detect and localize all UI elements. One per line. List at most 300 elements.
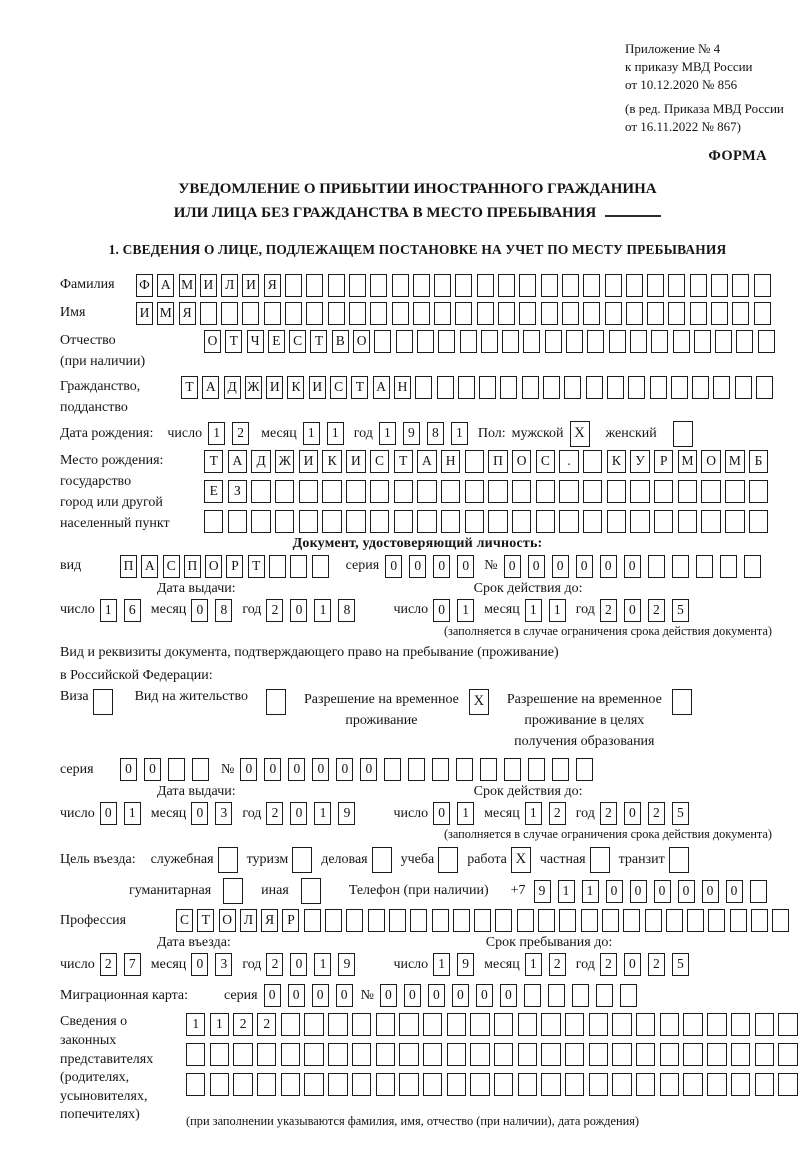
char-cell[interactable] — [410, 909, 427, 932]
char-cell[interactable] — [589, 1043, 608, 1066]
char-cell[interactable] — [480, 758, 497, 781]
char-cell[interactable]: 0 — [500, 984, 517, 1007]
char-cell[interactable]: 1 — [457, 599, 474, 622]
char-cell[interactable]: . — [559, 450, 578, 473]
char-cell[interactable]: 0 — [606, 880, 623, 903]
char-cell[interactable] — [545, 330, 562, 353]
char-cell[interactable] — [754, 302, 771, 325]
char-cell[interactable] — [328, 274, 345, 297]
char-cell[interactable] — [281, 1073, 300, 1096]
char-cell[interactable] — [626, 302, 643, 325]
char-cell[interactable] — [441, 510, 460, 533]
char-cell[interactable] — [650, 376, 667, 399]
char-cell[interactable]: 1 — [451, 422, 468, 445]
char-cell[interactable] — [488, 480, 507, 503]
char-cell[interactable]: О — [701, 450, 720, 473]
char-cell[interactable]: Т — [310, 330, 327, 353]
char-cell[interactable]: 0 — [433, 599, 450, 622]
char-cell[interactable] — [264, 302, 281, 325]
char-cell[interactable]: 1 — [186, 1013, 205, 1036]
char-cell[interactable] — [204, 510, 223, 533]
char-cell[interactable] — [376, 1013, 395, 1036]
char-cell[interactable] — [257, 1043, 276, 1066]
char-cell[interactable] — [372, 847, 392, 873]
char-cell[interactable]: 2 — [600, 953, 617, 976]
char-cell[interactable]: 0 — [452, 984, 469, 1007]
char-cell[interactable] — [731, 1043, 750, 1066]
char-cell[interactable]: 1 — [549, 599, 566, 622]
char-cell[interactable] — [434, 274, 451, 297]
char-cell[interactable]: 8 — [215, 599, 232, 622]
char-cell[interactable] — [210, 1043, 229, 1066]
char-cell[interactable] — [583, 480, 602, 503]
char-cell[interactable] — [668, 302, 685, 325]
char-cell[interactable]: 1 — [314, 599, 331, 622]
char-cell[interactable]: И — [266, 376, 283, 399]
char-cell[interactable]: 2 — [648, 802, 665, 825]
char-cell[interactable]: 0 — [336, 758, 353, 781]
char-cell[interactable] — [306, 274, 323, 297]
char-cell[interactable] — [736, 330, 753, 353]
char-cell[interactable]: 1 — [558, 880, 575, 903]
char-cell[interactable] — [725, 510, 744, 533]
char-cell[interactable]: 9 — [403, 422, 420, 445]
char-cell[interactable] — [233, 1073, 252, 1096]
char-cell[interactable] — [690, 302, 707, 325]
char-cell[interactable] — [565, 1043, 584, 1066]
char-cell[interactable] — [596, 984, 613, 1007]
char-cell[interactable]: И — [136, 302, 153, 325]
char-cell[interactable] — [715, 330, 732, 353]
char-cell[interactable] — [423, 1013, 442, 1036]
char-cell[interactable]: 2 — [257, 1013, 276, 1036]
char-cell[interactable]: 0 — [702, 880, 719, 903]
char-cell[interactable]: 1 — [525, 802, 542, 825]
char-cell[interactable]: П — [120, 555, 137, 578]
char-cell[interactable]: 0 — [264, 758, 281, 781]
char-cell[interactable] — [778, 1043, 797, 1066]
char-cell[interactable] — [683, 1043, 702, 1066]
char-cell[interactable] — [304, 1073, 323, 1096]
char-cell[interactable] — [312, 555, 329, 578]
char-cell[interactable]: 9 — [338, 953, 355, 976]
char-cell[interactable] — [285, 302, 302, 325]
char-cell[interactable] — [494, 1073, 513, 1096]
char-cell[interactable]: О — [205, 555, 222, 578]
char-cell[interactable] — [518, 1073, 537, 1096]
char-cell[interactable] — [755, 1073, 774, 1096]
char-cell[interactable]: 6 — [124, 599, 141, 622]
char-cell[interactable] — [671, 376, 688, 399]
char-cell[interactable] — [266, 689, 286, 715]
char-cell[interactable]: 0 — [433, 555, 450, 578]
char-cell[interactable] — [552, 758, 569, 781]
char-cell[interactable] — [541, 274, 558, 297]
char-cell[interactable] — [494, 1043, 513, 1066]
char-cell[interactable] — [389, 909, 406, 932]
char-cell[interactable] — [210, 1073, 229, 1096]
char-cell[interactable]: 0 — [457, 555, 474, 578]
char-cell[interactable] — [218, 847, 238, 873]
char-cell[interactable] — [519, 274, 536, 297]
char-cell[interactable] — [690, 274, 707, 297]
char-cell[interactable]: X — [570, 421, 590, 447]
char-cell[interactable] — [290, 555, 307, 578]
char-cell[interactable] — [186, 1073, 205, 1096]
char-cell[interactable] — [713, 376, 730, 399]
char-cell[interactable] — [495, 909, 512, 932]
char-cell[interactable] — [678, 510, 697, 533]
char-cell[interactable] — [477, 302, 494, 325]
char-cell[interactable] — [683, 1013, 702, 1036]
char-cell[interactable] — [636, 1073, 655, 1096]
char-cell[interactable]: 2 — [266, 953, 283, 976]
char-cell[interactable] — [434, 302, 451, 325]
char-cell[interactable] — [565, 1073, 584, 1096]
char-cell[interactable]: 1 — [433, 953, 450, 976]
char-cell[interactable] — [192, 758, 209, 781]
char-cell[interactable]: Ч — [247, 330, 264, 353]
char-cell[interactable]: Д — [251, 450, 270, 473]
char-cell[interactable]: 0 — [476, 984, 493, 1007]
char-cell[interactable]: О — [204, 330, 221, 353]
char-cell[interactable] — [583, 510, 602, 533]
char-cell[interactable]: 2 — [100, 953, 117, 976]
char-cell[interactable] — [93, 689, 113, 715]
char-cell[interactable] — [707, 1043, 726, 1066]
char-cell[interactable] — [725, 480, 744, 503]
char-cell[interactable] — [275, 510, 294, 533]
char-cell[interactable] — [370, 302, 387, 325]
char-cell[interactable] — [628, 376, 645, 399]
char-cell[interactable] — [562, 274, 579, 297]
char-cell[interactable] — [694, 330, 711, 353]
char-cell[interactable] — [536, 510, 555, 533]
char-cell[interactable] — [755, 1043, 774, 1066]
char-cell[interactable] — [479, 376, 496, 399]
char-cell[interactable]: С — [330, 376, 347, 399]
char-cell[interactable] — [322, 480, 341, 503]
char-cell[interactable]: А — [141, 555, 158, 578]
char-cell[interactable]: 3 — [215, 953, 232, 976]
char-cell[interactable]: 3 — [215, 802, 232, 825]
char-cell[interactable] — [609, 330, 626, 353]
char-cell[interactable] — [751, 909, 768, 932]
char-cell[interactable]: 1 — [303, 422, 320, 445]
char-cell[interactable] — [541, 1013, 560, 1036]
char-cell[interactable]: 2 — [600, 599, 617, 622]
char-cell[interactable] — [750, 880, 767, 903]
char-cell[interactable] — [566, 330, 583, 353]
char-cell[interactable]: 0 — [191, 599, 208, 622]
char-cell[interactable] — [346, 909, 363, 932]
char-cell[interactable]: 0 — [312, 758, 329, 781]
char-cell[interactable]: 0 — [678, 880, 695, 903]
char-cell[interactable] — [518, 1043, 537, 1066]
char-cell[interactable]: 0 — [624, 599, 641, 622]
char-cell[interactable] — [417, 330, 434, 353]
char-cell[interactable] — [221, 302, 238, 325]
char-cell[interactable] — [474, 909, 491, 932]
char-cell[interactable]: 0 — [288, 758, 305, 781]
char-cell[interactable] — [576, 758, 593, 781]
char-cell[interactable] — [447, 1073, 466, 1096]
char-cell[interactable]: Я — [261, 909, 278, 932]
char-cell[interactable] — [524, 984, 541, 1007]
char-cell[interactable] — [470, 1043, 489, 1066]
char-cell[interactable] — [352, 1073, 371, 1096]
char-cell[interactable]: 1 — [525, 599, 542, 622]
char-cell[interactable]: 0 — [240, 758, 257, 781]
char-cell[interactable]: 1 — [314, 802, 331, 825]
char-cell[interactable] — [672, 689, 692, 715]
char-cell[interactable] — [370, 510, 389, 533]
char-cell[interactable] — [701, 480, 720, 503]
char-cell[interactable] — [477, 274, 494, 297]
char-cell[interactable]: 2 — [549, 953, 566, 976]
char-cell[interactable] — [660, 1073, 679, 1096]
char-cell[interactable] — [438, 330, 455, 353]
char-cell[interactable]: 0 — [630, 880, 647, 903]
char-cell[interactable] — [605, 274, 622, 297]
char-cell[interactable] — [498, 274, 515, 297]
char-cell[interactable]: С — [176, 909, 193, 932]
char-cell[interactable] — [660, 1013, 679, 1036]
char-cell[interactable] — [328, 1073, 347, 1096]
char-cell[interactable]: К — [322, 450, 341, 473]
char-cell[interactable] — [645, 909, 662, 932]
char-cell[interactable] — [465, 450, 484, 473]
char-cell[interactable] — [512, 510, 531, 533]
char-cell[interactable] — [687, 909, 704, 932]
char-cell[interactable] — [668, 274, 685, 297]
char-cell[interactable] — [233, 1043, 252, 1066]
char-cell[interactable] — [701, 510, 720, 533]
char-cell[interactable]: 1 — [124, 802, 141, 825]
char-cell[interactable] — [692, 376, 709, 399]
char-cell[interactable] — [590, 847, 610, 873]
char-cell[interactable] — [470, 1073, 489, 1096]
char-cell[interactable] — [630, 480, 649, 503]
char-cell[interactable] — [349, 302, 366, 325]
char-cell[interactable]: Л — [240, 909, 257, 932]
char-cell[interactable] — [394, 510, 413, 533]
char-cell[interactable]: Л — [221, 274, 238, 297]
char-cell[interactable] — [778, 1013, 797, 1036]
char-cell[interactable] — [648, 555, 665, 578]
char-cell[interactable]: О — [219, 909, 236, 932]
char-cell[interactable]: 0 — [312, 984, 329, 1007]
char-cell[interactable] — [541, 1073, 560, 1096]
char-cell[interactable]: О — [512, 450, 531, 473]
char-cell[interactable] — [732, 274, 749, 297]
char-cell[interactable] — [626, 274, 643, 297]
char-cell[interactable] — [458, 376, 475, 399]
char-cell[interactable]: Н — [394, 376, 411, 399]
char-cell[interactable] — [756, 376, 773, 399]
char-cell[interactable]: Т — [181, 376, 198, 399]
char-cell[interactable]: Т — [351, 376, 368, 399]
char-cell[interactable]: 9 — [534, 880, 551, 903]
char-cell[interactable]: 0 — [624, 555, 641, 578]
char-cell[interactable]: М — [725, 450, 744, 473]
char-cell[interactable] — [304, 1013, 323, 1036]
char-cell[interactable] — [299, 480, 318, 503]
char-cell[interactable] — [673, 330, 690, 353]
char-cell[interactable]: Я — [264, 274, 281, 297]
char-cell[interactable] — [564, 376, 581, 399]
char-cell[interactable] — [285, 274, 302, 297]
char-cell[interactable] — [200, 302, 217, 325]
char-cell[interactable] — [399, 1013, 418, 1036]
char-cell[interactable] — [223, 878, 243, 904]
char-cell[interactable]: 0 — [624, 802, 641, 825]
char-cell[interactable] — [749, 510, 768, 533]
char-cell[interactable] — [376, 1073, 395, 1096]
char-cell[interactable] — [447, 1043, 466, 1066]
char-cell[interactable]: 0 — [409, 555, 426, 578]
char-cell[interactable]: П — [488, 450, 507, 473]
char-cell[interactable]: 0 — [380, 984, 397, 1007]
char-cell[interactable] — [512, 480, 531, 503]
char-cell[interactable] — [528, 758, 545, 781]
char-cell[interactable]: 5 — [672, 599, 689, 622]
char-cell[interactable] — [586, 376, 603, 399]
char-cell[interactable]: И — [299, 450, 318, 473]
char-cell[interactable] — [413, 274, 430, 297]
char-cell[interactable] — [455, 274, 472, 297]
char-cell[interactable] — [605, 302, 622, 325]
char-cell[interactable] — [322, 510, 341, 533]
char-cell[interactable]: 0 — [264, 984, 281, 1007]
char-cell[interactable] — [559, 510, 578, 533]
char-cell[interactable]: 2 — [266, 802, 283, 825]
char-cell[interactable]: 0 — [576, 555, 593, 578]
char-cell[interactable] — [423, 1073, 442, 1096]
char-cell[interactable] — [541, 302, 558, 325]
char-cell[interactable]: М — [157, 302, 174, 325]
char-cell[interactable]: 1 — [208, 422, 225, 445]
char-cell[interactable]: 9 — [338, 802, 355, 825]
char-cell[interactable] — [523, 330, 540, 353]
char-cell[interactable] — [368, 909, 385, 932]
char-cell[interactable] — [559, 480, 578, 503]
char-cell[interactable]: 2 — [266, 599, 283, 622]
char-cell[interactable] — [612, 1043, 631, 1066]
char-cell[interactable] — [673, 421, 693, 447]
char-cell[interactable] — [328, 302, 345, 325]
char-cell[interactable] — [620, 984, 637, 1007]
char-cell[interactable]: 8 — [427, 422, 444, 445]
char-cell[interactable] — [711, 274, 728, 297]
char-cell[interactable] — [328, 1043, 347, 1066]
char-cell[interactable] — [772, 909, 789, 932]
char-cell[interactable] — [607, 376, 624, 399]
char-cell[interactable] — [399, 1043, 418, 1066]
char-cell[interactable] — [438, 847, 458, 873]
char-cell[interactable] — [543, 376, 560, 399]
char-cell[interactable]: 0 — [336, 984, 353, 1007]
char-cell[interactable]: В — [332, 330, 349, 353]
char-cell[interactable] — [731, 1073, 750, 1096]
char-cell[interactable] — [536, 480, 555, 503]
char-cell[interactable]: И — [346, 450, 365, 473]
char-cell[interactable]: А — [373, 376, 390, 399]
char-cell[interactable]: С — [289, 330, 306, 353]
char-cell[interactable] — [583, 450, 602, 473]
char-cell[interactable]: 5 — [672, 802, 689, 825]
char-cell[interactable] — [583, 274, 600, 297]
char-cell[interactable]: Е — [204, 480, 223, 503]
char-cell[interactable] — [660, 1043, 679, 1066]
char-cell[interactable] — [432, 758, 449, 781]
char-cell[interactable]: 2 — [600, 802, 617, 825]
char-cell[interactable]: И — [309, 376, 326, 399]
char-cell[interactable]: К — [287, 376, 304, 399]
char-cell[interactable]: А — [228, 450, 247, 473]
char-cell[interactable]: 1 — [210, 1013, 229, 1036]
char-cell[interactable] — [447, 1013, 466, 1036]
char-cell[interactable]: Т — [204, 450, 223, 473]
char-cell[interactable]: Т — [248, 555, 265, 578]
char-cell[interactable]: С — [536, 450, 555, 473]
char-cell[interactable] — [460, 330, 477, 353]
char-cell[interactable] — [349, 274, 366, 297]
char-cell[interactable] — [394, 480, 413, 503]
char-cell[interactable]: Е — [268, 330, 285, 353]
char-cell[interactable] — [711, 302, 728, 325]
char-cell[interactable] — [281, 1043, 300, 1066]
char-cell[interactable] — [672, 555, 689, 578]
char-cell[interactable] — [370, 480, 389, 503]
char-cell[interactable] — [488, 510, 507, 533]
char-cell[interactable]: Ж — [245, 376, 262, 399]
char-cell[interactable]: А — [417, 450, 436, 473]
char-cell[interactable] — [346, 480, 365, 503]
char-cell[interactable] — [654, 510, 673, 533]
char-cell[interactable]: Ф — [136, 274, 153, 297]
char-cell[interactable]: 0 — [290, 599, 307, 622]
char-cell[interactable] — [455, 302, 472, 325]
char-cell[interactable]: 0 — [654, 880, 671, 903]
char-cell[interactable] — [732, 302, 749, 325]
char-cell[interactable]: Р — [226, 555, 243, 578]
char-cell[interactable] — [647, 274, 664, 297]
char-cell[interactable] — [408, 758, 425, 781]
char-cell[interactable] — [678, 480, 697, 503]
char-cell[interactable] — [612, 1073, 631, 1096]
char-cell[interactable] — [683, 1073, 702, 1096]
char-cell[interactable] — [392, 274, 409, 297]
char-cell[interactable] — [417, 480, 436, 503]
char-cell[interactable]: 0 — [290, 802, 307, 825]
char-cell[interactable] — [325, 909, 342, 932]
char-cell[interactable]: М — [678, 450, 697, 473]
char-cell[interactable] — [168, 758, 185, 781]
char-cell[interactable]: Н — [441, 450, 460, 473]
char-cell[interactable] — [730, 909, 747, 932]
char-cell[interactable]: 9 — [457, 953, 474, 976]
char-cell[interactable] — [630, 510, 649, 533]
char-cell[interactable]: 0 — [191, 953, 208, 976]
char-cell[interactable]: С — [163, 555, 180, 578]
char-cell[interactable]: 8 — [338, 599, 355, 622]
char-cell[interactable] — [654, 480, 673, 503]
char-cell[interactable] — [306, 302, 323, 325]
char-cell[interactable]: 1 — [100, 599, 117, 622]
char-cell[interactable] — [607, 480, 626, 503]
char-cell[interactable] — [744, 555, 761, 578]
